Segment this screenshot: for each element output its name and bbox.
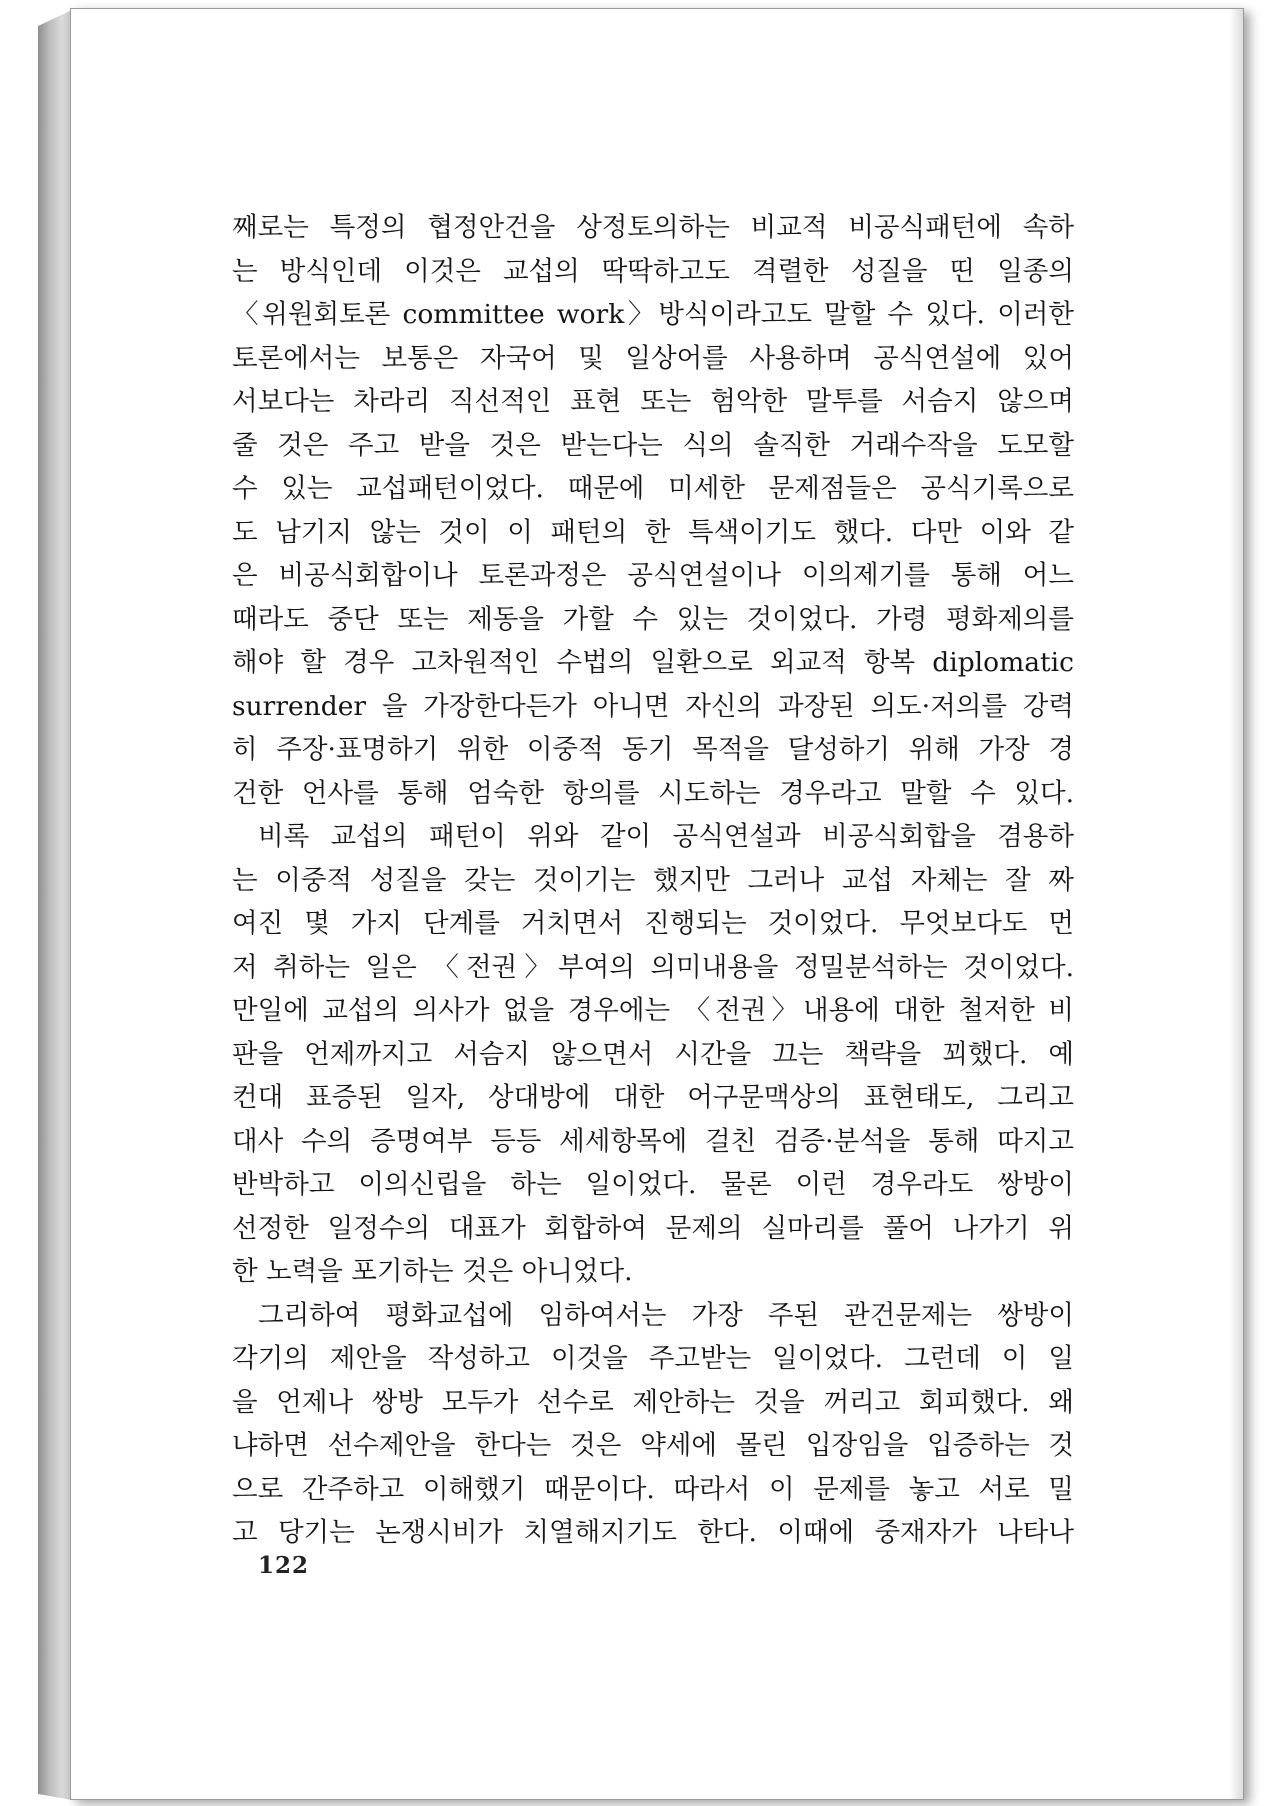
text-line: 을 언제나 쌍방 모두가 선수로 제안하는 것을 꺼리고 회피했다. 왜 xyxy=(232,1386,1074,1418)
text-line: 째로는 특정의 협정안건을 상정토의하는 비교적 비공식패턴에 속하 xyxy=(232,212,1074,243)
text-line: 은 비공식회합이나 토론과정은 공식연설이나 이의제기를 통해 어느 xyxy=(232,560,1074,591)
text-line: 건한 언사를 통해 엄숙한 항의를 시도하는 경우라고 말할 수 있다. xyxy=(232,777,1074,809)
text-line: 각기의 제안을 작성하고 이것을 주고받는 일이었다. 그런데 이 일 xyxy=(232,1343,1074,1374)
text-line: 저 취하는 일은 〈전권〉부여의 의미내용을 정밀분석하는 것이었다. xyxy=(232,951,1074,983)
text-line: 컨대 표증된 일자, 상대방에 대한 어구문맥상의 표현태도, 그리고 xyxy=(232,1082,1074,1113)
text-line: 히 주장·표명하기 위한 이중적 동기 목적을 달성하기 위해 가장 경 xyxy=(232,734,1074,765)
text-line: 냐하면 선수제안을 한다는 것은 약세에 몰린 입장임을 입증하는 것 xyxy=(232,1430,1074,1461)
text-line: 반박하고 이의신립을 하는 일이었다. 물론 이런 경우라도 쌍방이 xyxy=(232,1169,1074,1200)
book-spine-edge xyxy=(38,10,72,1800)
paragraph xyxy=(232,206,1074,815)
text-line: 으로 간주하고 이해했기 때문이다. 따라서 이 문제를 놓고 서로 밀 xyxy=(232,1473,1074,1505)
text-line: surrender 을 가장한다든가 아니면 자신의 과장된 의도·저의를 강력 xyxy=(232,690,1074,722)
text-line: 서보다는 차라리 직선적인 표현 또는 험악한 말투를 서슴지 않으며 xyxy=(232,386,1074,417)
text-line: 해야 할 경우 고차원적인 수법의 일환으로 외교적 항복 diplomatic xyxy=(232,647,1074,678)
text-line: 그리하여 평화교섭에 임하여서는 가장 주된 관건문제는 쌍방이 xyxy=(258,1299,1074,1331)
text-line: 수 있는 교섭패턴이었다. 때문에 미세한 문제점들은 공식기록으로 xyxy=(232,473,1074,504)
text-line: 〈위원회토론 committee work〉방식이라고도 말할 수 있다. 이러한 xyxy=(232,299,1074,330)
text-line: 때라도 중단 또는 제동을 가할 수 있는 것이었다. 가령 평화제의를 xyxy=(232,603,1074,635)
text-line: 한 노력을 포기하는 것은 아니었다. xyxy=(232,1256,633,1287)
text-line: 대사 수의 증명여부 등등 세세항목에 걸친 검증·분석을 통해 따지고 xyxy=(232,1125,1074,1157)
text-line: 는 방식인데 이것은 교섭의 딱딱하고도 격렬한 성질을 띤 일종의 xyxy=(232,255,1074,287)
text-line: 비록 교섭의 패턴이 위와 같이 공식연설과 비공식회합을 겸용하 xyxy=(258,821,1074,852)
paragraph xyxy=(232,815,1074,1294)
text-line: 도 남기지 않는 것이 이 패턴의 한 특색이기도 했다. 다만 이와 같 xyxy=(232,516,1074,548)
paragraph xyxy=(232,1294,1074,1555)
text-line: 토론에서는 보통은 자국어 및 일상어를 사용하며 공식연설에 있어 xyxy=(232,342,1074,374)
text-line: 선정한 일정수의 대표가 회합하여 문제의 실마리를 풀어 나가기 위 xyxy=(232,1212,1074,1244)
text-line: 판을 언제까지고 서슴지 않으면서 시간을 끄는 책략을 꾀했다. 예 xyxy=(232,1038,1074,1070)
text-line: 고 당기는 논쟁시비가 치열해지기도 한다. 이때에 중재자가 나타나 xyxy=(232,1517,1074,1548)
page-number: 122 xyxy=(258,1552,310,1579)
text-line: 줄 것은 주고 받을 것은 받는다는 식의 솔직한 거래수작을 도모할 xyxy=(232,429,1074,461)
page-right-edge-shadow xyxy=(1229,9,1243,1799)
text-line: 는 이중적 성질을 갖는 것이기는 했지만 그러나 교섭 자체는 잘 짜 xyxy=(232,864,1074,896)
text-line: 여진 몇 가지 단계를 거치면서 진행되는 것이었다. 무엇보다도 먼 xyxy=(232,908,1074,939)
body-text xyxy=(232,206,1074,1555)
text-line: 만일에 교섭의 의사가 없을 경우에는 〈전권〉내용에 대한 철저한 비 xyxy=(232,995,1074,1026)
